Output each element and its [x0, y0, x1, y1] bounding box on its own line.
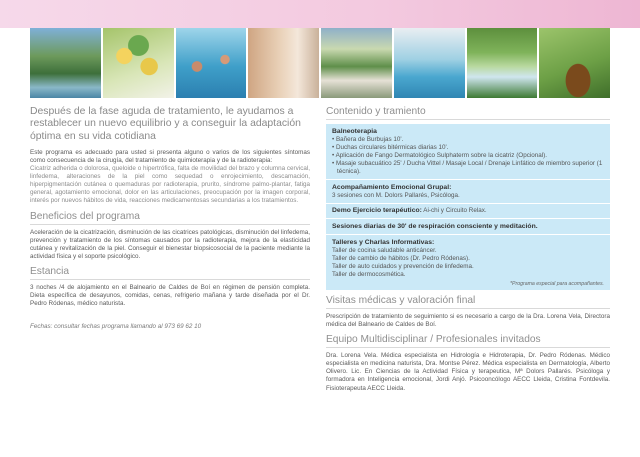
balneo-item: • Masaje subacuático 25' / Ducha Vittel / Masaje Local / Drenaje Linfático de miembro superior (1 técnica).	[332, 160, 603, 175]
exercise-label: Demo Ejercicio terapéutico:	[332, 207, 422, 214]
exercise-line	[332, 207, 604, 215]
team-text: Dra. Lorena Vela. Médica especialista en Hidrología e Hidroterapia, Dr. Pedro Ródenas. Médico especialista en medicina naturista, Dra. Montse Pérez. Médica especialista en Dermatología, Alberto Olivero. Lic. En Ciencias de la Actividad Física y terapeutica, Mª Dolors Pallarés. Psicóloga y formadora en Inteligencia emocional, Jordi Anjó. Psicooncólogo AECC Lleida, Cristina Fontdevila. Fisioterapeuta AECC Lleida.	[326, 352, 610, 392]
breathing-line: Sesiones diarias de 30' de respiración consciente y meditación.	[332, 223, 538, 230]
benefits-heading: Beneficios del programa	[30, 211, 310, 225]
photo-strip	[30, 28, 610, 98]
treatment-box	[326, 124, 610, 290]
stay-heading: Estancia	[30, 266, 310, 280]
fruit-salad-photo	[103, 28, 174, 98]
header-band	[0, 0, 640, 28]
intro-text: Este programa es adecuado para usted si presenta alguno o varios de los siguientes síntomas como consecuencia de la cirugía, del tratamiento de quimioterapia y de la radioterapia:	[30, 148, 310, 164]
benefits-text: Aceleración de la cicatrización, disminución de las cicatrices patológicas, disminución del linfedema, prevención y tratamiento de los síntomas causados por la radioterapia, mejora de la elasticidad cutánea y revitalización de la piel. Conseguir el bienestar biopsicosocial de la paciente mediante la actividad física y el soporte psicológico.	[30, 228, 310, 260]
oil-bottle-photo	[539, 28, 610, 98]
balneo-item: • Bañera de Burbujas 10'.	[332, 136, 404, 143]
talk-item: Taller de cambio de hábitos (Dr. Pedro Ródenas).	[332, 255, 470, 262]
dates-footer: Fechas: consultar fechas programa llamando al 973 69 62 10	[30, 323, 202, 331]
spa-building-photo	[321, 28, 392, 98]
forest-waterfall-photo	[467, 28, 538, 98]
balneo-heading: Balneoterapia	[332, 128, 377, 135]
emotional-heading: Acompañamiento Emocional Grupal:	[332, 184, 452, 191]
balneo-item: • Aplicación de Fango Dermatológico Sulphaterm sobre la cicatriz (Opcional).	[332, 152, 548, 159]
talk-item: Taller de cocina saludable anticáncer.	[332, 247, 437, 254]
spa-pool-people-photo	[394, 28, 465, 98]
talks-heading: Talleres y Charlas Informativas:	[332, 239, 435, 246]
exercise-text: Ai-chi y Circuito Relax.	[421, 207, 487, 214]
balneo-item: • Duchas circulares bitérmicas diarias 10'.	[332, 144, 449, 151]
talk-item: Taller de auto cuidados y prevención de linfedema.	[332, 263, 474, 270]
left-column	[30, 106, 310, 330]
pool-mountains-photo	[30, 28, 101, 98]
pool-swimmers-photo	[176, 28, 247, 98]
visits-text: Prescripción de tratamiento de seguimiento si es necesario a cargo de la Dra. Lorena Vela, Directora médica del Balneario de Caldes de Boí.	[326, 313, 610, 329]
team-heading: Equipo Multidisciplinar / Profesionales invitados	[326, 334, 610, 348]
content-heading: Contenido y tramiento	[326, 106, 610, 120]
companion-note: *Programa especial para acompañantes.	[509, 281, 604, 287]
lead-heading: Después de la fase aguda de tratamiento, le ayudamos a restablecer un nuevo equilibrio y a conseguir la adaptación óptima en su vida cotidiana	[30, 106, 301, 142]
water-spout-photo	[248, 28, 319, 98]
emotional-text: 3 sesiones con M. Dolors Pallarés, Psicóloga.	[332, 192, 460, 199]
talk-item: Taller de dermocosmética.	[332, 271, 406, 278]
visits-heading: Visitas médicas y valoración final	[326, 295, 610, 309]
symptoms-text: Cicatriz adherida o dolorosa, queloide o hipertrófica, falta de movilidad del brazo y columna cervical, linfedema, alteraciones de la piel como sequedad o enrojecimiento, descamación, hiperpigmentación cutánea o quemaduras por radioterapia, prurito, síndrome palmo-plantar, fatiga general, agotamiento emocional, dolor en las articulaciones, preocupación por la imagen corporal, interés por nuevos hábitos de vida, reacciones medicamentosas secundarias a los tratamientos.	[30, 165, 310, 205]
right-column	[326, 106, 610, 393]
stay-text: 3 noches /4 de alojamiento en el Balneario de Caldes de Boí en régimen de pensión completa. Dieta específica de desayunos, comidas, cenas, refrigerio mañana y tarde diseñada por el Dr. Pedro Ródenas, médico naturista.	[30, 283, 310, 308]
